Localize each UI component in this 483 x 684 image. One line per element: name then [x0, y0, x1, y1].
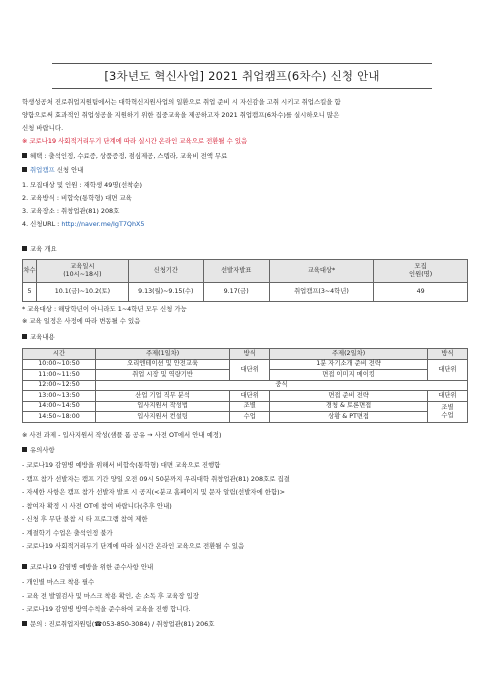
- overview-note-2: ※ 교육 일정은 사정에 따라 변동될 수 있음: [22, 317, 141, 325]
- schedule-row: [23, 401, 468, 412]
- overview-header-cell: 선발자발표: [203, 260, 269, 283]
- caution-heading-text: 유의사항: [30, 446, 55, 454]
- schedule-header-cell: 방식: [230, 349, 270, 360]
- covid-item: - 교육 전 발열검사 및 마스크 착용 확인, 손 소독 후 교육장 입장: [22, 591, 199, 600]
- schedule-header-cell: 시간: [23, 349, 96, 360]
- method-line-2: 수업: [441, 411, 454, 419]
- schedule-time: 11:00~11:50: [23, 370, 96, 381]
- schedule-row: [23, 391, 468, 402]
- schedule-time: 10:00~10:50: [23, 359, 96, 370]
- square-bullet-icon: [22, 153, 27, 158]
- overview-data-row: [23, 283, 468, 302]
- camp-heading: [22, 166, 466, 174]
- covid-heading: [22, 563, 466, 571]
- overview-cell: 5: [23, 283, 37, 302]
- schedule-day1-method: 대단위: [230, 359, 270, 380]
- overview-table: [22, 259, 468, 302]
- schedule-row: [23, 380, 468, 391]
- content-heading-text: 교육내용: [30, 333, 55, 341]
- schedule-day1-topic: 산업 기업 직무 분석: [95, 391, 229, 402]
- camp-items: [22, 181, 466, 228]
- overview-header-cell: 차수: [23, 260, 37, 283]
- covid-item: - 코로나19 감염병 방역수칙을 준수하여 교육을 진행 합니다.: [22, 605, 191, 613]
- schedule-time: 14:50~18:00: [23, 412, 96, 423]
- caution-item: - 코로나19 사회적거리두기 단계에 따라 실시간 온라인 교육으로 전환될 수 있음: [22, 542, 245, 550]
- contact-line: [22, 620, 466, 628]
- caution-heading: [22, 446, 466, 454]
- square-bullet-icon: [22, 621, 27, 626]
- camp-url-link[interactable]: http://naver.me/IgT7QhX5: [61, 220, 145, 228]
- square-bullet-icon: [22, 167, 27, 172]
- camp-heading-rest: 신청 안내: [54, 166, 84, 174]
- overview-heading-text: 교육 개요: [30, 245, 57, 253]
- method-line-1: 조별: [441, 403, 454, 411]
- schedule-header-cell: 방식: [427, 349, 467, 360]
- benefits-text: 혜택 : 출석인정, 수료증, 상품증정, 점심제공, 스텝라, 교육비 전액 무료: [30, 152, 228, 160]
- schedule-day2-method: [427, 401, 467, 422]
- schedule-day2-method: 대단위: [427, 359, 467, 380]
- title-box: [52, 63, 432, 89]
- intro-line-2: 양함으로써 효과적인 취업성공을 지원하기 위한 집중교육을 제공하고자 2021 취업캠프(6차수)를 실시하오니 많은: [22, 111, 340, 119]
- square-bullet-icon: [22, 564, 27, 569]
- overview-header-cell: 모집 인원(명): [374, 260, 468, 283]
- schedule-day1-method: 조별: [230, 401, 270, 412]
- schedule-day2-topic: 면접 준비 전략: [270, 391, 428, 402]
- square-bullet-icon: [22, 334, 27, 339]
- schedule-time: 12:00~12:50: [23, 380, 96, 391]
- content-heading: [22, 333, 466, 341]
- schedule-day2-topic: 면접 이미지 메이킹: [270, 370, 428, 381]
- schedule-day2-topic: 1분 자기소개 준비 전략: [270, 359, 428, 370]
- benefits-line: [22, 152, 466, 160]
- schedule-day1-topic: 취업 시장 및 역량기반: [95, 370, 229, 381]
- intro-line-1: 학생성공처 진로취업지원팀에서는 대학혁신지원사업의 일환으로 취업 준비 시 자신감을 고취 시키고 취업스킬을 함: [22, 98, 341, 106]
- overview-cell: 취업캠프(3~4학년): [269, 283, 374, 302]
- overview-header-row: [23, 260, 468, 283]
- schedule-row: [23, 412, 468, 423]
- overview-cell: 10.1(금)~10.2(토): [36, 283, 128, 302]
- covid-list: [22, 578, 466, 613]
- camp-item-1: 1. 모집대상 및 인원 : 재학생 49명(선착순): [22, 181, 142, 189]
- caution-item: - 자세한 사항은 캠프 참가 선발자 발표 시 공지(<분교 홈페이지 및 문자 알림(선발자에 한함)>: [22, 488, 285, 496]
- square-bullet-icon: [22, 246, 27, 251]
- schedule-time: 14:00~14:50: [23, 401, 96, 412]
- caution-list: [22, 461, 466, 550]
- intro-line-3: 신청 바랍니다.: [22, 124, 64, 132]
- camp-item-2: 2. 교육방식 : 비합숙(통학형) 대면 교육: [22, 194, 132, 202]
- overview-cell: 9.17(금): [203, 283, 269, 302]
- page-title: [3차년도 혁신사업] 2021 취업캠프(6차수) 신청 안내: [104, 68, 380, 83]
- overview-cell: 49: [374, 283, 468, 302]
- schedule-header-cell: 주제(1일차): [95, 349, 229, 360]
- camp-heading-highlight: 취업캠프: [30, 166, 55, 174]
- schedule-lunch: 중식: [95, 380, 467, 391]
- schedule-table: [22, 348, 468, 423]
- overview-cell: 9.13(월)~9.15(수): [128, 283, 203, 302]
- schedule-day2-topic: 경청 & 토론면접: [270, 401, 428, 412]
- overview-header-cell: 교육대상*: [269, 260, 374, 283]
- overview-note-1: * 교육대상 : 해당학년이 아니라도 1~4학년 모두 신청 가능: [22, 305, 187, 313]
- schedule-header-row: [23, 349, 468, 360]
- schedule-day1-topic: 입사지원서 컨설팅: [95, 412, 229, 423]
- camp-item-4-label: 4. 신청URL :: [22, 220, 62, 228]
- camp-item-4: [22, 220, 466, 228]
- schedule-day2-topic: 상황 & PT면접: [270, 412, 428, 423]
- caution-item: - 코로나19 감염병 예방을 위해서 비합숙(통학형) 대면 교육으로 진행함: [22, 461, 221, 469]
- overview-header-cell: 교육일시 (10시~18시): [36, 260, 128, 283]
- covid-heading-text: 코로나19 감염병 예방을 위한 준수사항 안내: [30, 563, 154, 571]
- caution-item: - 신청 후 무단 불참 시 타 프로그램 참여 제한: [22, 515, 148, 523]
- schedule-day2-method: 대단위: [427, 391, 467, 402]
- covid-notice: ※ 코로나19 사회적거리두기 단계에 따라 실시간 온라인 교육으로 전환될 수 있음: [22, 137, 248, 145]
- overview-notes: [22, 305, 466, 325]
- schedule-time: 13:00~13:50: [23, 391, 96, 402]
- caution-item: - 계절학기 수업은 출석인정 불가: [22, 528, 113, 537]
- caution-item: - 참여자 확정 시 사전 OT에 참여 바랍니다(추후 안내): [22, 501, 172, 510]
- intro-paragraph: [22, 98, 466, 145]
- schedule-day1-method: 수업: [230, 412, 270, 423]
- camp-item-3: 3. 교육장소 : 취창업관(81) 208호: [22, 207, 120, 215]
- schedule-note: ※ 사전 과제 - 입사지원서 작성(샘플 폼 공유 → 사전 OT에서 안내 예정): [22, 431, 222, 439]
- caution-item: - 캠프 참가 선발자는 캠프 기간 양일 오전 09시 50분까지 우리대학 취창업관(81) 208호로 집결: [22, 474, 290, 483]
- contact-text: 문의 : 진로취업지원팀(☎053-850-3084) / 취창업관(81) 206호: [30, 620, 215, 628]
- overview-header-cell: 신청기간: [128, 260, 203, 283]
- schedule-day1-method: 대단위: [230, 391, 270, 402]
- schedule-header-cell: 주제(2일차): [270, 349, 428, 360]
- overview-heading: [22, 245, 466, 253]
- schedule-row: [23, 359, 468, 370]
- covid-item: - 개인별 마스크 착용 필수: [22, 578, 95, 586]
- square-bullet-icon: [22, 447, 27, 452]
- schedule-day1-topic: 오리엔테이션 및 안전교육: [95, 359, 229, 370]
- schedule-day1-topic: 입사지원서 작성법: [95, 401, 229, 412]
